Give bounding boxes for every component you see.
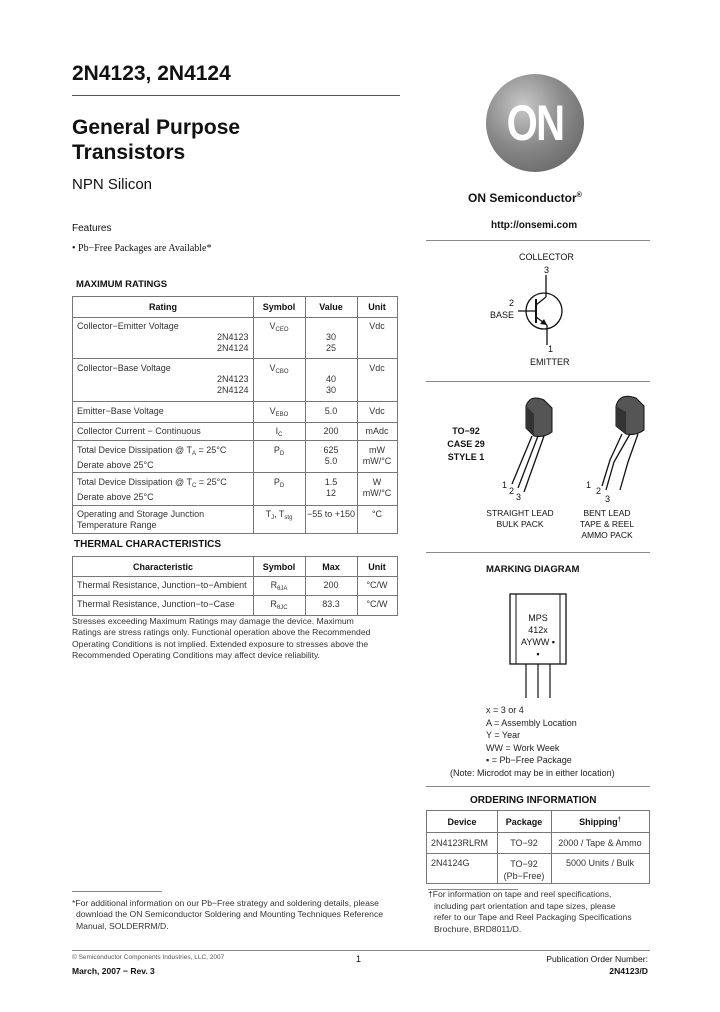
th-row-2-char: Thermal Resistance, Junction−to−Case [77,599,235,609]
bent-pin-1: 1 [586,480,592,490]
straight-pin-3: 3 [516,492,522,502]
ordering-row-2-shipping: 5000 Units / Bulk [565,858,635,868]
straight-pin-2: 2 [509,486,515,496]
rating-text: Total Device Dissipation @ T [77,445,193,455]
subtitle: NPN Silicon [72,176,153,193]
value: 30 [325,385,336,395]
th-col-symbol: Symbol [262,562,296,572]
mr-row-6-value [305,477,357,499]
sym-main: P [273,477,280,487]
footnote-line: download the ON Semiconductor Soldering and Mounting Techniques Reference [76,909,384,920]
sub-device: 2N4124 [217,385,249,395]
rating-tail: = 25°C [196,445,227,455]
mr-row-4-unit: mAdc [365,426,389,436]
sym-main: T [265,509,272,519]
mr-row-5-unit [357,445,397,467]
header-rule [72,95,400,96]
note-line: Stresses exceeding Maximum Ratings may damage the device. Maximum [72,616,354,626]
marking-heading: MARKING DIAGRAM [486,564,580,575]
sub-device: 2N4123 [217,374,249,384]
marking-legend [450,704,615,780]
value: 625 [323,445,339,455]
pub-number: 2N4123/D [609,966,648,976]
bent-label-1: BENT LEAD [583,508,631,518]
sym-main: R [270,580,278,590]
title-line-2: Transistors [72,141,186,164]
footnote-line: †For information on tape and reel specifications, [428,889,612,899]
note-line: Ratings are stress ratings only. Functional operation above the Recommended [72,627,371,638]
mr-row-7-value: −55 to +150 [306,509,356,519]
footnote-left [72,898,383,932]
page-title [72,115,240,165]
max-ratings-heading: MAXIMUM RATINGS [76,279,168,290]
straight-label-2: BULK PACK [496,519,544,529]
package-line-3: STYLE 1 [447,452,485,462]
company-url[interactable]: http://onsemi.com [491,220,578,231]
row-2-package-line-1: TO−92 [510,859,538,869]
copyright: © Semiconductor Components Industries, LLC, 2007 [72,954,225,961]
legend-line: Y = Year [486,730,521,741]
shipping-header-text: Shipping [579,817,618,827]
mr-row-5-symbol [253,445,305,457]
ordering-row-2-device: 2N4124G [431,858,470,868]
mr-row-4-rating: Collector Current − Continuous [77,426,201,436]
part-numbers: 2N4123, 2N4124 [72,62,231,85]
sym-sub: CBO [275,369,289,375]
mr-col-value: Value [319,302,343,312]
ordering-row-1-shipping: 2000 / Tape & Ammo [558,838,642,848]
ordering-row-1-package: TO−92 [510,838,538,848]
features-item: • Pb−Free Packages are Available* [72,243,212,254]
mr-row-2-value [305,374,357,396]
right-rule-4 [426,786,650,787]
title-line-1: General Purpose [72,116,241,139]
bent-label-3: AMMO PACK [581,530,633,540]
mr-row-5-rating [77,445,226,471]
bent-label-2: TAPE & REEL [579,519,635,529]
sym-main: R [270,599,277,609]
emitter-label: EMITTER [530,357,570,367]
value: 1.5 [324,477,338,487]
footnote-line: Manual, SOLDERRM/D. [76,920,169,931]
sym-sub: θJC [276,605,288,611]
unit: mW [369,445,385,455]
bent-pin-2: 2 [596,486,602,496]
rating-sub: A [192,451,197,457]
mr-row-1-symbol [253,321,305,333]
marking-line-3: AYWW ▪ [520,637,556,647]
rating-sub: C [192,483,197,489]
rating-text: Operating and Storage Junction [77,509,205,519]
note-line: Recommended Operating Conditions may affect device reliability. [72,650,321,661]
unit: mW/°C [362,456,392,466]
footnote-line: including part orientation and tape sizes, please [434,900,616,911]
pub-label: Publication Order Number: [546,954,648,964]
note-line: Operating Conditions is not implied. Extended exposure to stresses above the [72,638,369,649]
features-item-text: Pb−Free Packages are Available* [78,243,212,254]
sym-sub: θJA [277,586,288,592]
sym-main: V [269,406,276,416]
th-row-1-max: 200 [323,580,339,590]
th-row-2-max: 83.3 [322,599,340,609]
mr-row-3-unit: Vdc [369,406,385,416]
mr-col-unit: Unit [368,302,386,312]
mr-row-7-rating [77,509,204,531]
sym-sub: C [278,432,283,438]
sym-sub: CEO [275,327,289,333]
ordering-col-shipping [551,817,649,827]
rating-line-2: Derate above 25°C [77,492,154,502]
footnote-line: *For additional information on our Pb−Free strategy and soldering details, please [72,898,379,908]
straight-pin-1: 1 [502,480,508,490]
rating-tail: = 25°C [196,477,227,487]
value: 30 [325,332,336,342]
mr-row-3-rating: Emitter−Base Voltage [77,406,164,416]
mr-row-2-rating: Collector−Base Voltage [77,363,171,373]
max-ratings-table [72,296,398,534]
marking-line-4: ▪ [536,649,540,659]
marking-line-2: 412x [528,625,548,635]
legend-note: (Note: Microdot may be in either location) [450,767,615,778]
features-heading: Features [72,223,112,234]
th-row-1-unit: °C/W [366,580,388,590]
footer-rule [72,950,650,951]
ordering-heading: ORDERING INFORMATION [470,795,597,806]
ordering-row-2-package [497,858,551,882]
right-rule-3 [426,552,650,553]
value: 5.0 [324,456,338,466]
mr-row-7-unit: °C [371,509,383,519]
th-row-1-symbol [253,580,305,592]
bent-lead-package-drawing [590,390,660,500]
right-rule-2 [426,381,650,382]
value: 12 [325,488,336,498]
sym-sub: stg [284,515,293,521]
row-2-package-line-2: (Pb−Free) [503,871,545,881]
footnote-line: refer to our Tape and Reel Packaging Specifications [434,912,632,923]
mr-row-1-subs [217,332,249,354]
page-number: 1 [356,954,362,964]
registered-mark: ® [576,192,582,199]
th-col-max: Max [322,562,340,572]
rating-text: Total Device Dissipation @ T [77,477,193,487]
legend-line: A = Assembly Location [486,717,577,728]
sub-device: 2N4123 [217,332,249,342]
footnote-right [428,889,632,935]
sub-device: 2N4124 [217,343,249,353]
mr-row-3-value: 5.0 [324,406,338,416]
collector-label: COLLECTOR [519,252,574,262]
marking-line-1: MPS [528,613,548,623]
company-name [468,191,582,205]
ordering-col-package: Package [505,817,543,827]
package-line-2: CASE 29 [447,439,485,449]
pin1-label: 1 [548,344,554,354]
mr-row-1-rating: Collector−Emitter Voltage [77,321,179,331]
mr-row-2-symbol [253,363,305,375]
legend-line: ▪ = Pb−Free Package [486,755,572,766]
sym-main: I [275,426,279,436]
thermal-table [72,556,398,616]
pin3-label: 3 [544,265,550,275]
sym-sub: J [271,515,275,521]
mr-row-7-symbol [253,509,305,521]
date-rev: March, 2007 − Rev. 3 [72,966,155,976]
mr-row-2-unit: Vdc [369,363,385,373]
th-row-2-symbol [253,599,305,611]
sym-main: P [273,445,280,455]
sym-main: V [269,321,276,331]
package-label [436,425,496,464]
unit: W [372,477,382,487]
th-col-unit: Unit [368,562,386,572]
footnote-rule-left [72,891,162,892]
mr-row-3-symbol [253,406,305,418]
npn-transistor-symbol [500,275,580,347]
legend-line: WW = Work Week [486,742,560,753]
ordering-table [426,810,650,884]
on-logo [486,74,584,172]
mr-row-2-subs [217,374,249,396]
th-row-2-unit: °C/W [366,599,388,609]
mr-row-6-unit [357,477,397,499]
pin2-label: 2 [509,298,515,308]
mr-row-6-symbol [253,477,305,489]
marking-text [510,612,566,660]
ordering-row-1-device: 2N4123RLRM [431,838,489,848]
ordering-col-device: Device [447,817,477,827]
sym-mid: , T [274,509,285,519]
sym-sub: EBO [275,412,289,418]
company-text: ON Semiconductor [468,191,577,205]
stress-note [72,616,400,662]
th-col-characteristic: Characteristic [132,562,194,572]
mr-col-symbol: Symbol [262,302,296,312]
straight-lead-label [480,508,560,530]
mr-row-4-symbol [253,426,305,438]
thermal-heading: THERMAL CHARACTERISTICS [74,539,222,550]
mr-row-4-value: 200 [323,426,339,436]
package-line-1: TO−92 [452,426,480,436]
sym-sub: D [279,483,285,489]
value: 25 [325,343,336,353]
straight-label-1: STRAIGHT LEAD [486,508,554,518]
mr-col-rating: Rating [149,302,177,312]
mr-row-6-rating [77,477,227,503]
footnote-line: Brochure, BRD8011/D. [434,923,522,934]
legend-line: x = 3 or 4 [486,705,524,715]
logo-text: ON [506,95,564,151]
base-label: BASE [490,310,515,320]
sym-sub: D [279,451,285,457]
mr-row-1-unit: Vdc [369,321,385,331]
right-rule-1 [426,240,650,241]
sym-main: V [269,363,276,373]
rating-line-2: Derate above 25°C [77,460,154,470]
shipping-dagger: † [617,817,621,823]
bent-pin-3: 3 [605,494,611,504]
rating-line-2: Temperature Range [77,520,157,530]
unit: mW/°C [362,488,392,498]
mr-row-1-value [305,332,357,354]
value: 40 [325,374,336,384]
mr-row-5-value [305,445,357,467]
th-row-1-char: Thermal Resistance, Junction−to−Ambient [77,580,247,590]
bent-lead-label [572,508,642,541]
